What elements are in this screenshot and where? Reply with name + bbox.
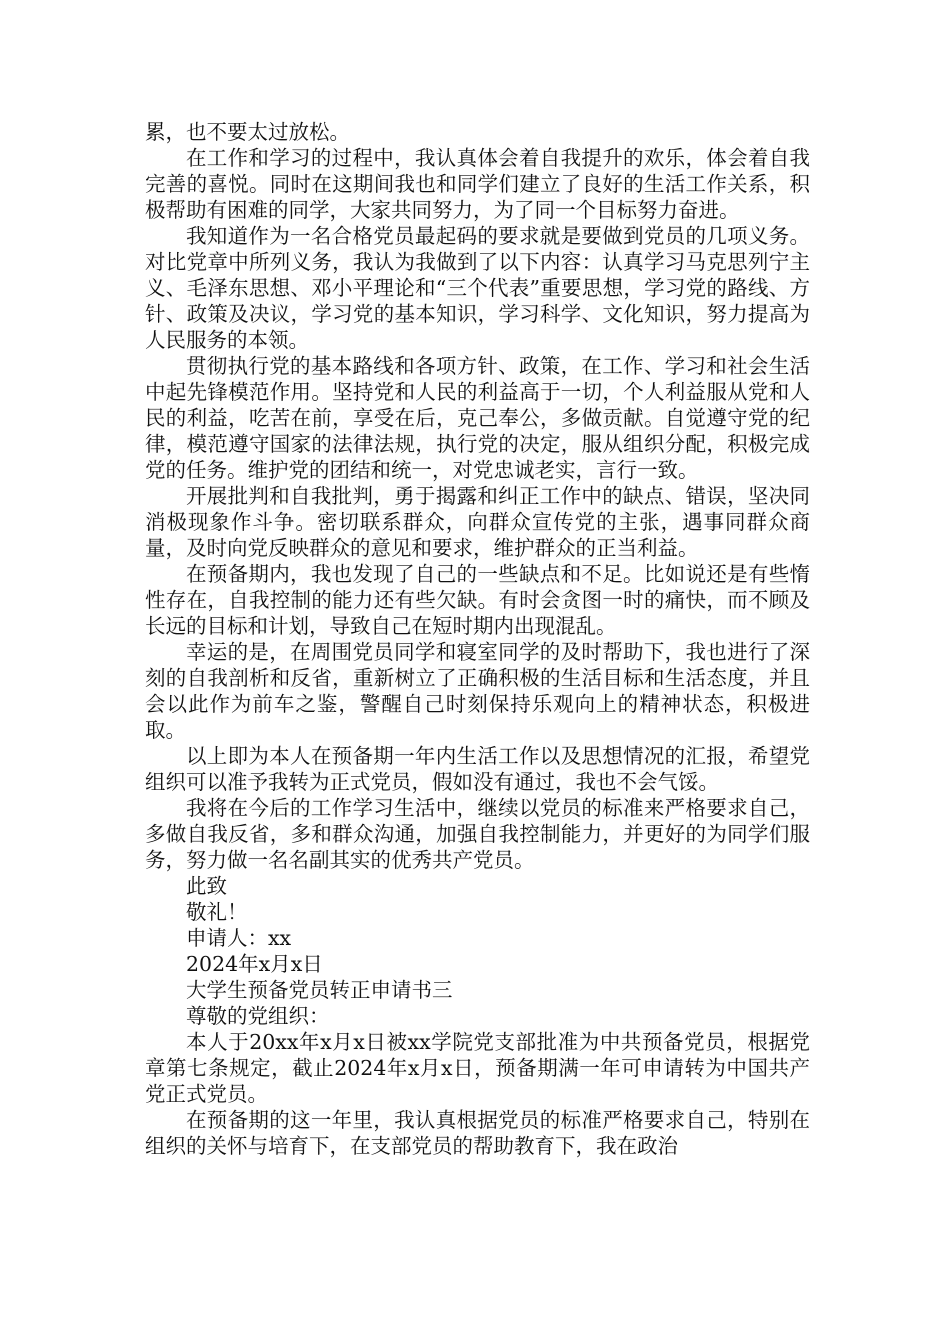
paragraph-continuation: 累，也不要太过放松。 xyxy=(145,120,350,144)
closing-salute: 敬礼！ xyxy=(186,900,248,924)
paragraph-party-line: 贯彻执行党的基本路线和各项方针、政策，在工作、学习和社会生活中起先锋模范作用。坚持党和人民的利益高于一切，个人利益服从党和人民的利益，吃苦在前，享受在后，克己奉公，多做贡献。自觉遵守党的纪律，模范遵守国家的法律法规，执行党的决定，服从组织分配，积极完成党的任务。维护党的团结和统一，对党忠诚老实，言行一致。 xyxy=(145,354,810,482)
section-paragraph-probation: 在预备期的这一年里，我认真根据党员的标准严格要求自己，特别在组织的关怀与培育下，在支部党员的帮助教育下，我在政治 xyxy=(145,1108,810,1158)
paragraph-work-study: 在工作和学习的过程中，我认真体会着自我提升的欢乐，体会着自我完善的喜悦。同时在这期间我也和同学们建立了良好的生活工作关系，积极帮助有困难的同学，大家共同努力，为了同一个目标努力奋进。 xyxy=(145,146,810,222)
applicant-line: 申请人：xx xyxy=(186,926,292,950)
salutation: 尊敬的党组织： xyxy=(186,1004,330,1028)
document-page xyxy=(145,119,810,1159)
closing-greeting: 此致 xyxy=(186,874,227,898)
paragraph-future: 我将在今后的工作学习生活中，继续以党员的标准来严格要求自己，多做自我反省，多和群众沟通，加强自我控制能力，并更好的为同学们服务，努力做一名名副其实的优秀共产党员。 xyxy=(145,796,810,872)
paragraph-summary: 以上即为本人在预备期一年内生活工作以及思想情况的汇报，希望党组织可以准予我转为正式党员，假如没有通过，我也不会气馁。 xyxy=(145,744,810,794)
date-line: 2024年x月x日 xyxy=(186,952,323,976)
section-paragraph-intro: 本人于20xx年x月x日被xx学院党支部批准为中共预备党员，根据党章第七条规定，截止2024年x月x日，预备期满一年可申请转为中国共产党正式党员。 xyxy=(145,1030,810,1106)
paragraph-fortunate: 幸运的是，在周围党员同学和寝室同学的及时帮助下，我也进行了深刻的自我剖析和反省，重新树立了正确积极的生活目标和生活态度，并且会以此作为前车之鉴，警醒自己时刻保持乐观向上的精神状态，积极进取。 xyxy=(145,640,810,742)
paragraph-shortcomings: 在预备期内，我也发现了自己的一些缺点和不足。比如说还是有些惰性存在，自我控制的能力还有些欠缺。有时会贪图一时的痛快，而不顾及长远的目标和计划，导致自己在短时期内出现混乱。 xyxy=(145,562,810,638)
section-title: 大学生预备党员转正申请书三 xyxy=(186,978,453,1002)
paragraph-duties: 我知道作为一名合格党员最起码的要求就是要做到党员的几项义务。对比党章中所列义务，我认为我做到了以下内容：认真学习马克思列宁主义、毛泽东思想、邓小平理论和“三个代表”重要思想，学习党的路线、方针、政策及决议，学习党的基本知识，学习科学、文化知识，努力提高为人民服务的本领。 xyxy=(145,224,810,352)
paragraph-criticism: 开展批判和自我批判，勇于揭露和纠正工作中的缺点、错误，坚决同消极现象作斗争。密切联系群众，向群众宣传党的主张，遇事同群众商量，及时向党反映群众的意见和要求，维护群众的正当利益。 xyxy=(145,484,810,560)
